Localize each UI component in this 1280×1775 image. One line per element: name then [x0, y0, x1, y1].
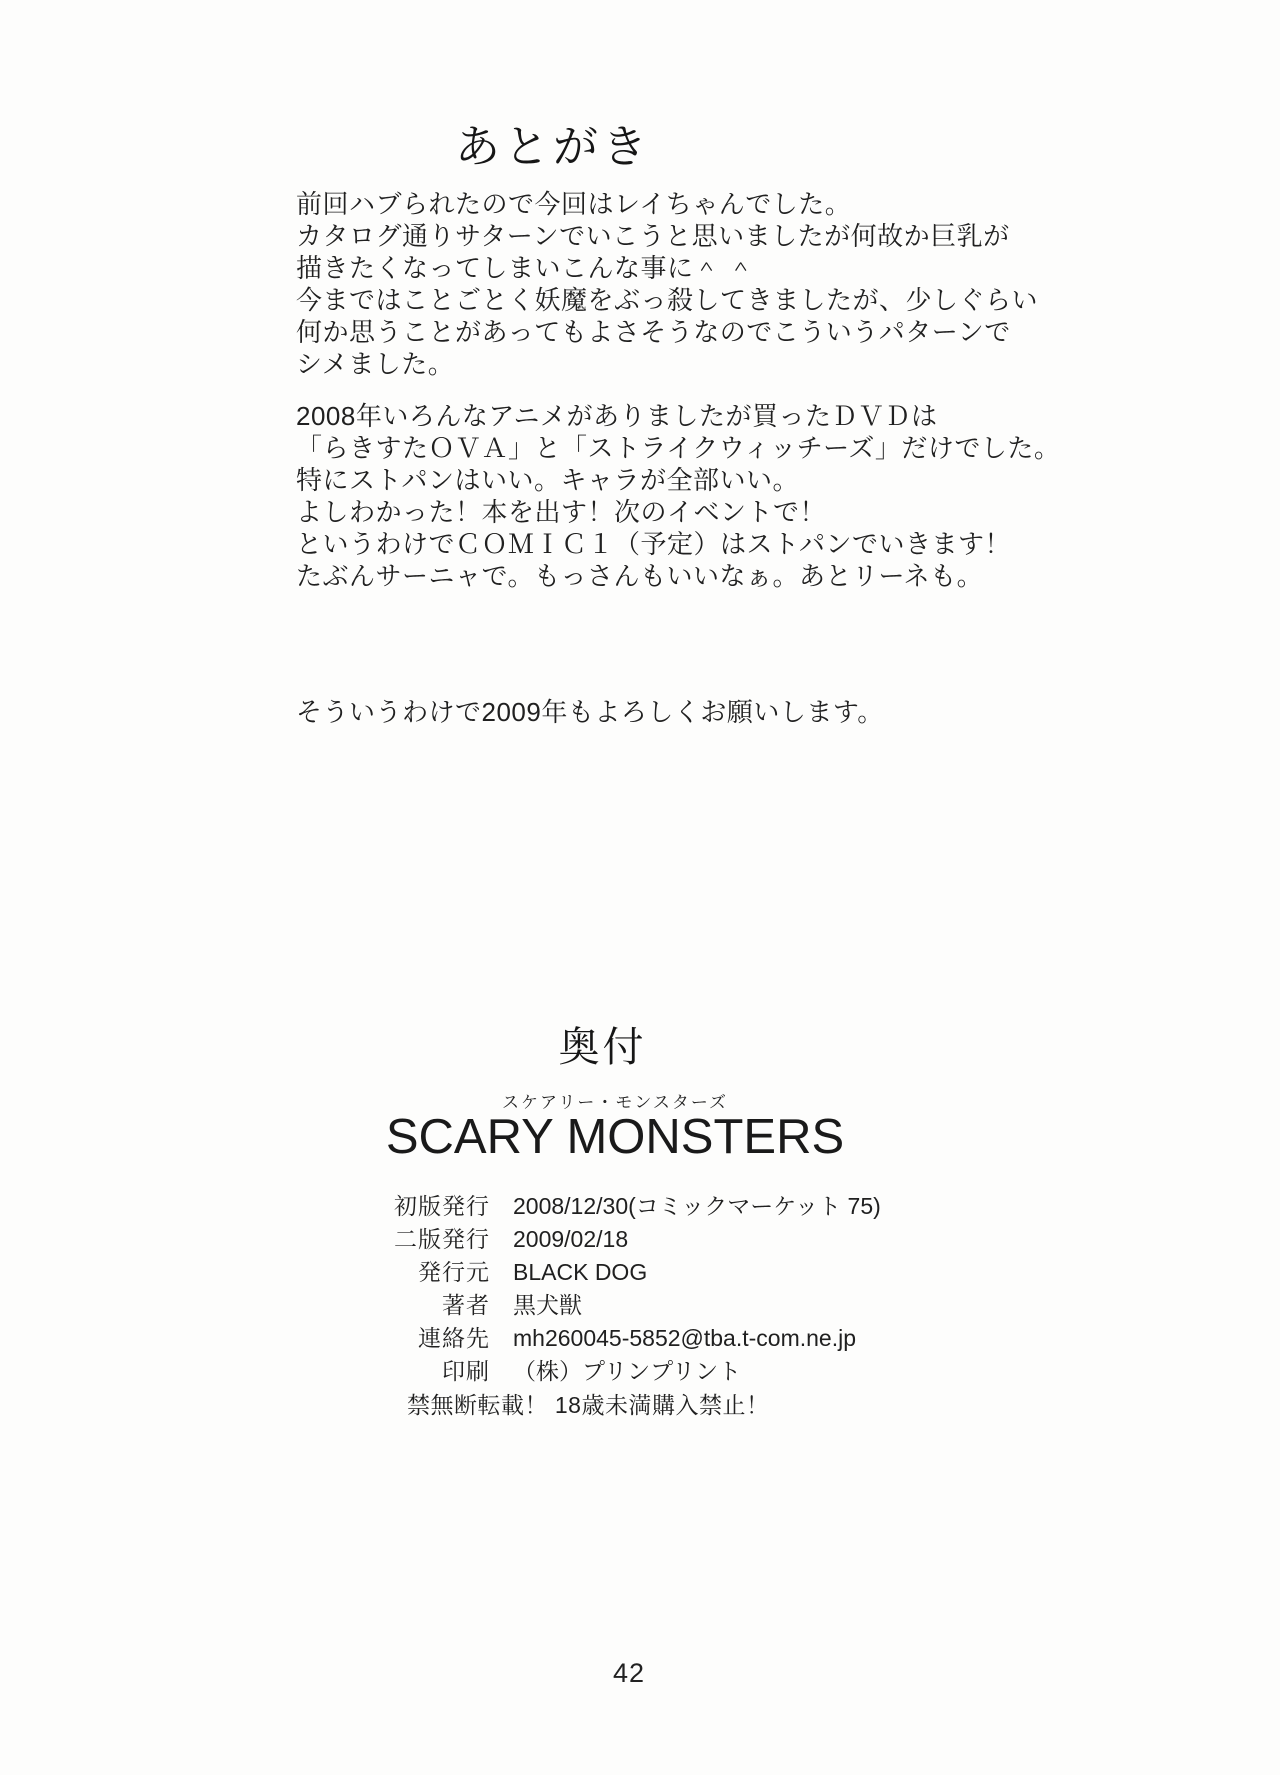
colophon-row-label: 発行元	[418, 1259, 490, 1285]
page-number: 42	[612, 1658, 646, 1688]
book-title-block	[0, 1094, 1230, 1162]
colophon-row-value: （株）プリンプリント	[513, 1358, 742, 1384]
colophon-row-label: 二版発行	[394, 1226, 490, 1252]
afterword-line: 2008年いろんなアニメがありましたが買ったＤＶＤは	[296, 401, 938, 431]
afterword-paragraph-2	[296, 400, 1061, 592]
colophon-row-label: 初版発行	[394, 1193, 490, 1219]
afterword-line: そういうわけで2009年もよろしくお願いします。	[296, 697, 884, 727]
colophon-row-value: BLACK DOG	[513, 1259, 648, 1285]
colophon-row-value: 2009/02/18	[513, 1226, 629, 1252]
colophon-row-value: 2008/12/30(コミックマーケット 75)	[513, 1193, 881, 1219]
afterword-line: カタログ通りサターンでいこうと思いましたが何故か巨乳が	[296, 221, 1010, 251]
afterword-line: 描きたくなってしまいこんな事に＾ ＾	[296, 253, 755, 283]
afterword-line: 今まではことごとく妖魔をぶっ殺してきましたが、少しぐらい	[296, 285, 1039, 315]
afterword-line: 前回ハブられたので今回はレイちゃんでした。	[296, 189, 852, 219]
afterword-title: あとがき	[454, 121, 651, 172]
colophon-row-value: mh260045-5852@tba.t-com.ne.jp	[513, 1325, 857, 1351]
colophon-row-label: 連絡先	[418, 1325, 490, 1351]
afterword-body	[296, 188, 1061, 728]
afterword-line: たぶんサーニャで。もっさんもいいなぁ。あとリーネも。	[296, 561, 984, 591]
afterword-line: 「らきすたＯＶＡ」と「ストライクウィッチーズ」だけでした。	[296, 433, 1061, 463]
colophon-title: 奥付	[558, 1024, 647, 1070]
afterword-line: よしわかった！本を出す！次のイベントで！	[296, 497, 827, 527]
afterword-paragraph-3	[296, 696, 1016, 728]
book-title: SCARY MONSTERS	[385, 1110, 845, 1164]
afterword-line: というわけでＣＯＭＩＣ１（予定）はストパンでいきます！	[296, 529, 1011, 559]
afterword-line: 何か思うことがあってもよさそうなのでこういうパターンで	[296, 317, 1011, 347]
reprint-prohibition-notice: 禁無断転載！ 18歳未満購入禁止！	[407, 1392, 770, 1418]
afterword-line: シメました。	[296, 349, 455, 379]
book-title-furigana: スケアリー・モンスターズ	[502, 1093, 728, 1112]
colophon-row-value: 黒犬獣	[513, 1292, 582, 1318]
afterword-paragraph-1	[296, 188, 1039, 380]
colophon-grid	[296, 1190, 881, 1388]
colophon-row-label: 著者	[442, 1292, 490, 1318]
colophon-table	[296, 1190, 881, 1422]
colophon-row-label: 印刷	[442, 1358, 490, 1384]
afterword-line: 特にストパンはいい。キャラが全部いい。	[296, 465, 799, 495]
